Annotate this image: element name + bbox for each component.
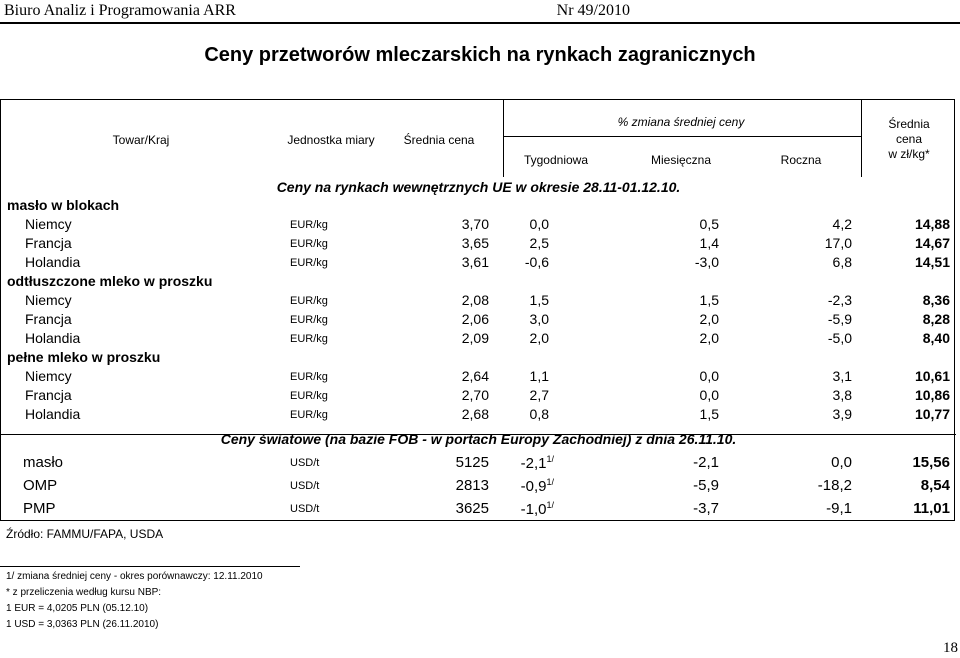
zl-price-cell: 10,77: [914, 406, 950, 422]
avg-price-cell: 2,70: [461, 387, 489, 403]
yearly-change-cell: -5,9: [827, 311, 852, 327]
table-row: [1, 500, 956, 522]
avg-price-cell: 3,70: [461, 216, 489, 232]
weekly-change-cell: -0,6: [524, 254, 549, 270]
country-name: Holandia: [25, 406, 81, 422]
col-header-yearly: Roczna: [780, 153, 822, 167]
product-name: masło: [23, 454, 64, 471]
footnote-line: 1/ zmiana średniej ceny - okres porównawczy: 12.11.2010: [6, 571, 263, 582]
monthly-change-cell: 0,0: [699, 368, 719, 384]
group-name: pełne mleko w proszku: [7, 349, 161, 365]
weekly-change-value: -1,0: [520, 501, 547, 518]
footnote-line: 1 EUR = 4,0205 PLN (05.12.10): [6, 603, 149, 614]
table-row: [1, 406, 956, 425]
table-row: [1, 216, 956, 235]
yearly-change-cell: -18,2: [817, 477, 852, 494]
zl-price-cell: 8,36: [922, 292, 950, 308]
monthly-change-cell: 2,0: [699, 311, 719, 327]
page-title: Ceny przetworów mleczarskich na rynkach zagranicznych: [204, 44, 756, 66]
weekly-change-value: -2,1: [520, 455, 547, 472]
footnote-line: 1 USD = 3,0363 PLN (26.11.2010): [6, 619, 159, 630]
avg-price-cell: 2,64: [461, 368, 489, 384]
table-row: [1, 311, 956, 330]
weekly-change-cell: 1,1: [529, 368, 549, 384]
col-header-avg: Średnia cena: [403, 133, 475, 147]
section-world-prices: Ceny światowe (na bazie FOB - w portach Europy Zachodniej) z dnia 26.11.10.: [220, 431, 737, 447]
zl-price-cell: 14,67: [914, 235, 950, 251]
table-row: [1, 477, 956, 499]
monthly-change-cell: 0,0: [699, 387, 719, 403]
unit-cell: EUR/kg: [290, 390, 328, 402]
change-group-right-border: [861, 100, 862, 177]
page-number: 18: [943, 640, 958, 656]
monthly-change-cell: -3,7: [693, 500, 719, 517]
weekly-change-cell: 0,8: [529, 406, 549, 422]
unit-cell: EUR/kg: [290, 257, 328, 269]
monthly-change-cell: -5,9: [693, 477, 719, 494]
avg-price-cell: 5125: [455, 454, 489, 471]
yearly-change-cell: 3,9: [832, 406, 852, 422]
monthly-change-cell: -2,1: [693, 454, 719, 471]
col-header-zl-line1: Średnia: [888, 117, 930, 131]
monthly-change-cell: 1,4: [699, 235, 719, 251]
col-header-unit: Jednostka miary: [287, 133, 375, 147]
header-issue-number: Nr 49/2010: [556, 2, 630, 19]
col-header-change-group: % zmiana średniej ceny: [617, 115, 745, 129]
weekly-change-cell: [521, 500, 554, 518]
weekly-change-value: -0,9: [520, 478, 547, 495]
country-name: Francja: [25, 387, 72, 403]
country-name: Francja: [25, 235, 72, 251]
country-name: Holandia: [25, 330, 81, 346]
footnote-rule: [0, 566, 300, 567]
weekly-change-cell: 0,0: [529, 216, 549, 232]
unit-cell: EUR/kg: [290, 219, 328, 231]
group-header: [1, 197, 956, 216]
footnote-line: * z przeliczenia według kursu NBP:: [6, 587, 162, 598]
country-name: Francja: [25, 311, 72, 327]
zl-price-cell: 8,40: [922, 330, 950, 346]
yearly-change-cell: -5,0: [827, 330, 852, 346]
avg-price-cell: 2,09: [461, 330, 489, 346]
zl-price-cell: 14,88: [914, 216, 950, 232]
yearly-change-cell: 0,0: [831, 454, 852, 471]
zl-price-cell: 8,54: [920, 477, 950, 494]
product-name: OMP: [23, 477, 58, 494]
monthly-change-cell: 2,0: [699, 330, 719, 346]
weekly-change-cell: [521, 477, 554, 495]
avg-price-cell: 2,08: [461, 292, 489, 308]
footnote-marker: 1/: [546, 477, 554, 487]
weekly-change-cell: 2,5: [529, 235, 549, 251]
monthly-change-cell: 0,5: [699, 216, 719, 232]
weekly-change-cell: [521, 454, 554, 472]
footnote-marker: 1/: [546, 500, 554, 510]
col-header-product: Towar/Kraj: [112, 133, 170, 147]
monthly-change-cell: 1,5: [699, 292, 719, 308]
zl-price-cell: 11,01: [913, 500, 950, 517]
footnote-marker: 1/: [546, 454, 554, 464]
col-header-weekly: Tygodniowa: [523, 153, 589, 167]
table-row: [1, 454, 956, 476]
col-header-zl: [863, 117, 955, 162]
yearly-change-cell: 3,8: [832, 387, 852, 403]
table-row: [1, 254, 956, 273]
table-row: [1, 235, 956, 254]
yearly-change-cell: 3,1: [832, 368, 852, 384]
weekly-change-cell: 3,0: [529, 311, 549, 327]
table-row: [1, 292, 956, 311]
unit-cell: EUR/kg: [290, 409, 328, 421]
group-name: odtłuszczone mleko w proszku: [7, 273, 213, 289]
country-name: Niemcy: [25, 216, 72, 232]
weekly-change-cell: 2,7: [529, 387, 549, 403]
group-name: masło w blokach: [7, 197, 120, 213]
table-row: [1, 368, 956, 387]
source-note: Źródło: FAMMU/FAPA, USDA: [6, 527, 164, 541]
monthly-change-cell: 1,5: [699, 406, 719, 422]
zl-price-cell: 15,56: [912, 454, 950, 471]
yearly-change-cell: 4,2: [832, 216, 852, 232]
yearly-change-cell: 17,0: [824, 235, 852, 251]
yearly-change-cell: -2,3: [827, 292, 852, 308]
country-name: Niemcy: [25, 292, 72, 308]
change-group-left-border: [503, 100, 504, 177]
zl-price-cell: 14,51: [914, 254, 950, 270]
col-header-zl-line2: cena: [895, 132, 923, 146]
avg-price-cell: 2,06: [461, 311, 489, 327]
unit-cell: EUR/kg: [290, 314, 328, 326]
avg-price-cell: 2,68: [461, 406, 489, 422]
country-name: Holandia: [25, 254, 81, 270]
avg-price-cell: 3,65: [461, 235, 489, 251]
zl-price-cell: 10,86: [914, 387, 950, 403]
avg-price-cell: 3625: [455, 500, 489, 517]
unit-cell: EUR/kg: [290, 238, 328, 250]
yearly-change-cell: 6,8: [832, 254, 852, 270]
unit-cell: EUR/kg: [290, 333, 328, 345]
section-eu-prices: Ceny na rynkach wewnętrznych UE w okresie 28.11-01.12.10.: [276, 179, 681, 195]
zl-price-cell: 8,28: [922, 311, 950, 327]
product-name: PMP: [23, 500, 56, 517]
col-header-zl-line3: w zł/kg*: [888, 147, 930, 161]
weekly-change-cell: 1,5: [529, 292, 549, 308]
group-header: [1, 273, 956, 292]
table-row: [1, 330, 956, 349]
unit-cell: EUR/kg: [290, 371, 328, 383]
zl-price-cell: 10,61: [914, 368, 950, 384]
avg-price-cell: 3,61: [461, 254, 489, 270]
col-header-monthly: Miesięczna: [650, 153, 712, 167]
table-row: [1, 387, 956, 406]
header-rule: [0, 22, 960, 24]
unit-cell: EUR/kg: [290, 295, 328, 307]
unit-cell: USD/t: [290, 480, 320, 492]
unit-cell: USD/t: [290, 503, 320, 515]
weekly-change-cell: 2,0: [529, 330, 549, 346]
group-header: [1, 349, 956, 368]
unit-cell: USD/t: [290, 457, 320, 469]
header-left-text: Biuro Analiz i Programowania ARR: [4, 2, 236, 19]
avg-price-cell: 2813: [455, 477, 489, 494]
country-name: Niemcy: [25, 368, 72, 384]
monthly-change-cell: -3,0: [694, 254, 719, 270]
header-subdivider: [503, 136, 861, 137]
price-table: [0, 99, 955, 521]
yearly-change-cell: -9,1: [826, 500, 852, 517]
